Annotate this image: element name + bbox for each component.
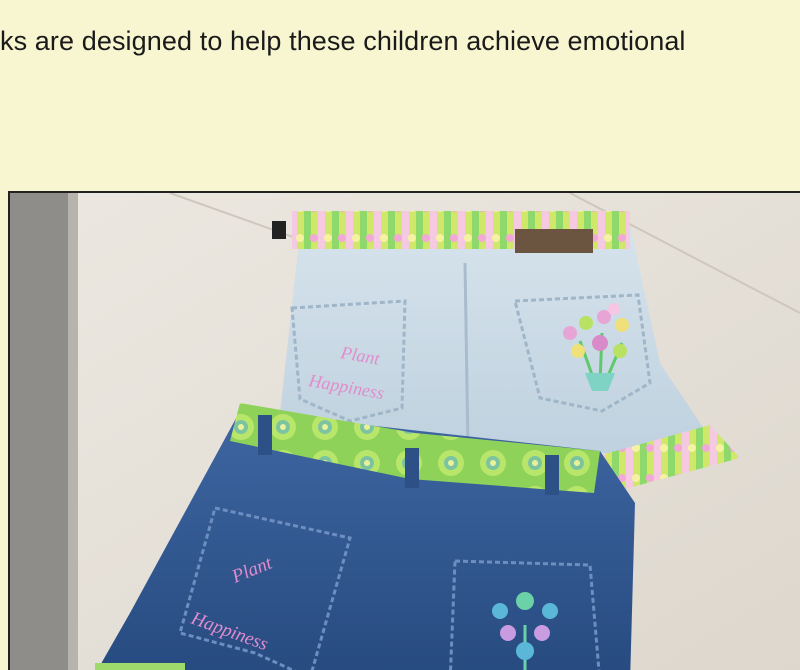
buckle-tab (272, 221, 286, 239)
dark-pocket-text-line1: Plant (229, 552, 276, 588)
article-paragraph-fragment: ks are designed to help these children achieve emotional (0, 26, 686, 56)
embroidered-shorts-photo (8, 191, 800, 670)
light-pocket-text-line2: Happiness (307, 370, 386, 404)
leather-label (515, 229, 593, 253)
photo-illustration (10, 193, 800, 670)
dark-pocket-text-line2: Happiness (188, 607, 271, 656)
light-pocket-text-line1: Plant (339, 342, 382, 369)
wall-shadow (10, 193, 68, 670)
